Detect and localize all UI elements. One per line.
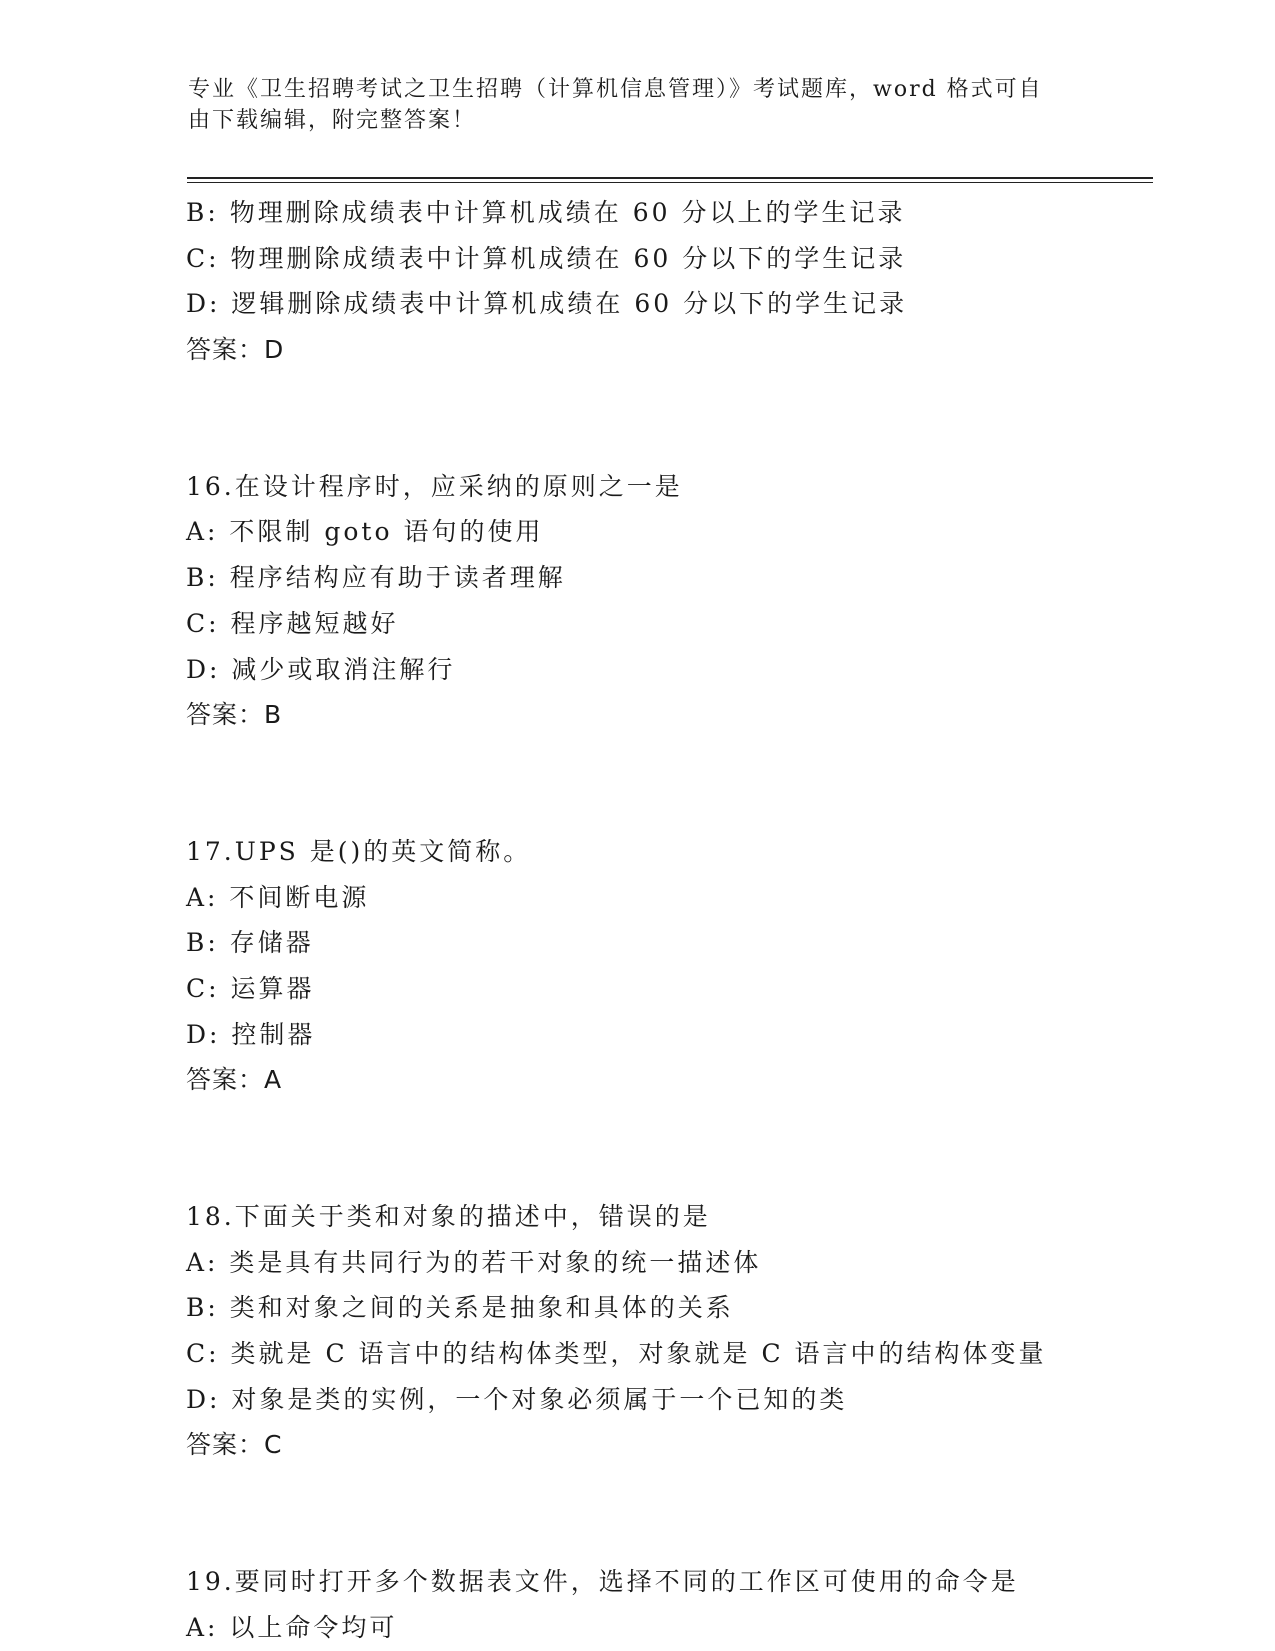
question-block-18 [186, 1194, 1186, 1468]
option-c: C: 运算器 [186, 973, 315, 1003]
answer-line: 答案：B [186, 700, 283, 730]
option-a: A: 以上命令均可 [186, 1612, 398, 1642]
question-list [186, 190, 1186, 1651]
header-line-1: 专业《卫生招聘考试之卫生招聘（计算机信息管理）》考试题库，word 格式可自 [188, 77, 1043, 102]
question-block-19 [186, 1559, 1186, 1650]
header-rule-thick [187, 177, 1153, 179]
option-b: B: 类和对象之间的关系是抽象和具体的关系 [186, 1293, 734, 1323]
option-b: B: 物理删除成绩表中计算机成绩在 60 分以上的学生记录 [186, 198, 906, 227]
question-text: 18.下面关于类和对象的描述中，错误的是 [186, 1202, 711, 1231]
option-a: A: 类是具有共同行为的若干对象的统一描述体 [186, 1247, 762, 1277]
question-text: 19.要同时打开多个数据表文件，选择不同的工作区可使用的命令是 [186, 1567, 1019, 1597]
option-d: D: 对象是类的实例，一个对象必须属于一个已知的类 [186, 1384, 848, 1414]
document-header [188, 74, 1078, 136]
header-line-2: 由下载编辑，附完整答案！ [188, 108, 477, 133]
header-rule-thin [187, 182, 1153, 183]
answer-line: 答案：D [186, 335, 285, 365]
option-d: D: 减少或取消注解行 [186, 654, 456, 684]
option-a: A: 不间断电源 [186, 882, 370, 912]
question-text: 16.在设计程序时，应采纳的原则之一是 [186, 471, 683, 501]
question-text: 17.UPS 是()的英文简称。 [186, 836, 532, 866]
answer-line: 答案：A [186, 1065, 283, 1095]
question-block-17 [186, 829, 1186, 1103]
option-a: A: 不限制 goto 语句的使用 [186, 517, 544, 547]
question-block-15 [186, 190, 1186, 373]
answer-line: 答案：C [186, 1430, 283, 1460]
question-block-16 [186, 464, 1186, 738]
option-c: C: 类就是 C 语言中的结构体类型，对象就是 C 语言中的结构体变量 [186, 1339, 1047, 1369]
option-d: D: 控制器 [186, 1019, 316, 1049]
option-c: C: 程序越短越好 [186, 608, 399, 638]
option-b: B: 程序结构应有助于读者理解 [186, 563, 566, 593]
option-c: C: 物理删除成绩表中计算机成绩在 60 分以下的学生记录 [186, 243, 907, 273]
option-d: D: 逻辑删除成绩表中计算机成绩在 60 分以下的学生记录 [186, 289, 908, 319]
option-b: B: 存储器 [186, 928, 314, 958]
